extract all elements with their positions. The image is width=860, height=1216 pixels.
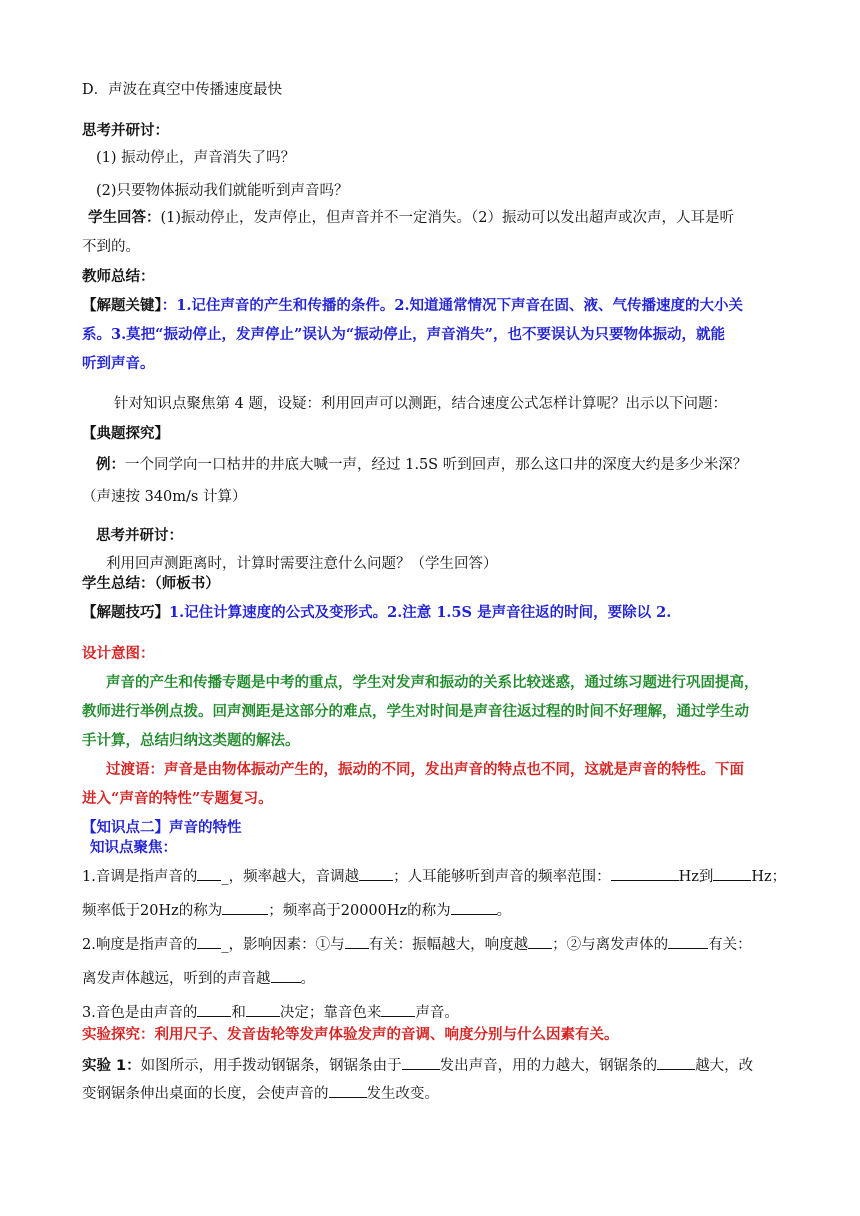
- solving-tips-label: 【解题技巧】: [82, 604, 169, 621]
- design-intent-p3: 手计算，总结归纳这类题的解法。: [82, 732, 300, 749]
- q2-blank-3[interactable]: [528, 934, 552, 949]
- q3-text-a: 3.音色是由声音的: [82, 1005, 198, 1021]
- q2-line2-b: 。: [300, 971, 315, 987]
- transition-line2: 进入“声音的特性”专题复习。: [82, 790, 273, 807]
- q3-blank-1[interactable]: [197, 1002, 231, 1017]
- fill-question-2-line2: [82, 968, 315, 989]
- q2-text-c: 有关：振幅越大，响度越: [368, 937, 529, 953]
- design-intent-heading: 设计意图：: [82, 645, 155, 662]
- q1-blank-2[interactable]: [359, 866, 393, 881]
- transition-label: 过渡语：: [106, 761, 164, 778]
- student-answer: [88, 208, 734, 228]
- think-question: 利用回声测距离时，计算时需要注意什么问题？（学生回答）: [106, 556, 498, 572]
- example-problem: [96, 455, 747, 475]
- exp1-blank-1[interactable]: [402, 1055, 440, 1070]
- focus-question-intro: 针对知识点聚焦第 4 题，设疑：利用回声可以测距，结合速度公式怎样计算呢？出示以下问题：: [114, 396, 727, 412]
- solving-tips: [82, 603, 671, 623]
- experiment-1-label: 实验 1：: [82, 1058, 141, 1074]
- experiment-probe: 实验探究：利用尺子、发音齿轮等发声体验发声的音调、响度分别与什么因素有关。: [82, 1026, 619, 1043]
- q1-blank-4[interactable]: [713, 866, 751, 881]
- transition-text: 声音是由物体振动产生的，振动的不同，发出声音的特点也不同，这就是声音的特性。下面: [164, 761, 744, 778]
- design-intent-p2: 教师进行举例点拨。回声测距是这部分的难点，学生对时间是声音往返过程的时间不好理解，通过学生动: [82, 703, 749, 720]
- q3-blank-2[interactable]: [246, 1002, 280, 1017]
- q1-line2-b: ；频率高于20000Hz的称为: [268, 903, 451, 919]
- design-intent-p1: 声音的产生和传播专题是中考的重点，学生对发声和振动的关系比较迷惑，通过练习题进行巩固提高，: [106, 674, 759, 691]
- q2-blank-1[interactable]: [197, 934, 221, 949]
- question-1: (1) 振动停止，声音消失了吗？: [96, 150, 296, 166]
- q2-blank-2[interactable]: [345, 934, 369, 949]
- q2-text-e: 有关：: [708, 937, 752, 953]
- fill-question-2: [82, 934, 752, 955]
- think-discuss-heading-2: 思考并研讨：: [96, 528, 183, 544]
- q1-line2-c: 。: [496, 903, 512, 919]
- student-answer-cont: 不到的。: [82, 239, 140, 255]
- typical-problem-heading: 【典题探究】: [82, 426, 169, 442]
- example-label: 例：: [96, 457, 125, 473]
- q2-blank-4[interactable]: [668, 934, 708, 949]
- solving-key-label: 【解题关键】: [82, 297, 162, 314]
- q1-blank-1[interactable]: [197, 866, 221, 881]
- q1-line2-a: 频率低于20Hz的称为: [82, 903, 223, 919]
- exp1-text-b: 发出声音，用的力越大，钢锯条的: [439, 1058, 658, 1074]
- think-discuss-heading: 思考并研讨：: [82, 123, 169, 139]
- q3-text-d: 声音。: [415, 1005, 459, 1021]
- solving-key-text: ：1.记住声音的产生和传播的条件。2.知道通常情况下声音在固、液、气传播速度的大小关: [161, 297, 744, 314]
- experiment-1: [82, 1055, 753, 1076]
- question-2: (2)只要物体振动我们就能听到声音吗？: [96, 183, 349, 199]
- student-answer-label: 学生回答：: [88, 210, 161, 226]
- q3-text-b: 和: [231, 1005, 246, 1021]
- example-note: （声速按 340m/s 计算）: [82, 489, 247, 505]
- solving-key-line2: 系。3.莫把“振动停止，发声停止”误认为“振动停止，声音消失”，也不要误认为只要物体振动，就能: [82, 326, 725, 343]
- q3-blank-3[interactable]: [381, 1002, 415, 1017]
- q2-line2-a: 离发声体越远，听到的声音越: [82, 971, 271, 987]
- q1-blank-5[interactable]: [222, 900, 268, 915]
- q1-blank-3[interactable]: [611, 866, 679, 881]
- q1-text-d: Hz到: [678, 869, 714, 885]
- option-d: D．声波在真空中传播速度最快: [82, 82, 283, 98]
- solving-key-line3: 听到声音。: [82, 355, 155, 372]
- fill-question-1-line2: [82, 900, 511, 921]
- knowledge-focus-heading: 知识点聚焦：: [90, 839, 177, 856]
- student-summary: 学生总结：（师板书）: [82, 576, 220, 592]
- student-answer-text: (1)振动停止，发声停止，但声音并不一定消失。（2）振动可以发出超声或次声，人耳是听: [160, 210, 735, 226]
- q3-text-c: 决定；靠音色来: [279, 1005, 382, 1021]
- q1-blank-6[interactable]: [451, 900, 497, 915]
- exp1-line2-b: 发生改变。: [366, 1086, 439, 1102]
- exp1-line2-a: 变钢锯条伸出桌面的长度，会使声音的: [82, 1086, 329, 1102]
- kp2-title: 声音的特性: [169, 819, 242, 836]
- exp1-text-a: 如图所示，用手拨动钢锯条，钢锯条由于: [140, 1058, 402, 1074]
- q1-text-e: Hz；: [751, 869, 787, 885]
- solving-key: [82, 296, 743, 316]
- exp1-text-c: 越大，改: [695, 1058, 754, 1074]
- transition: [106, 760, 744, 780]
- experiment-1-line2: [82, 1083, 439, 1104]
- q1-text-b: _，频率越大，音调越: [221, 869, 360, 885]
- q2-text-a: 2.响度是指声音的: [82, 937, 198, 953]
- kp2-label: 【知识点二】: [82, 819, 169, 836]
- q2-text-b: _，影响因素：①与: [221, 937, 345, 953]
- q1-text-c: ；人耳能够听到声音的频率范围：: [393, 869, 611, 885]
- knowledge-point-2: [82, 818, 242, 838]
- teacher-summary-heading: 教师总结：: [82, 269, 155, 285]
- q2-blank-5[interactable]: [271, 968, 301, 983]
- fill-question-3: [82, 1002, 459, 1023]
- solving-tips-text: 1.记住计算速度的公式及变形式。2.注意 1.5S 是声音往返的时间，要除以 2.: [169, 604, 672, 621]
- q2-text-d: ；②与离发声体的: [552, 937, 669, 953]
- example-text: 一个同学向一口枯井的井底大喊一声，经过 1.5S 听到回声，那么这口井的深度大约是多少米深？: [125, 457, 748, 473]
- exp1-blank-3[interactable]: [329, 1083, 367, 1098]
- fill-question-1: [82, 866, 786, 887]
- exp1-blank-2[interactable]: [657, 1055, 695, 1070]
- q1-text-a: 1.音调是指声音的: [82, 869, 198, 885]
